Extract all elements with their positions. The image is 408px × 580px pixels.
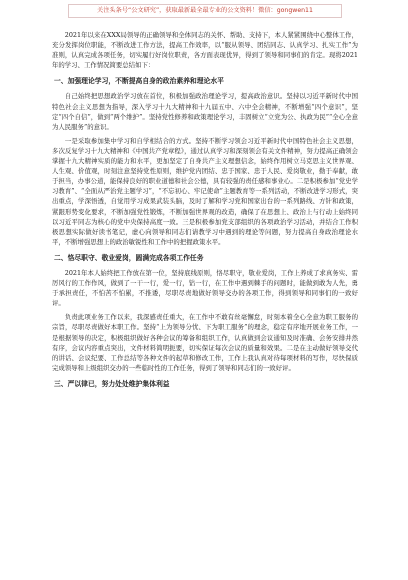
body-paragraph: 负责此项业务工作以来，我深感责任重大，在工作中不敢有丝毫懈怠，时刻本着全心全意为职工服务的宗旨，尽职尽责做好本职工作。坚持“上为领导分忧、下为职工服务”的理念，稳定有序地开展业务工作，一是根据领导的决定，积极组织做好各种会议的筹备和组织工作，认真做到会议通知及时准确、会务安排井然有序，会议内容重点突出，文件材料简明扼要，切实保证每次会议的质量和效果。二是在主动做好领导交代的讲话、会议纪要、工作总结等各种文件的起草和修改工作，工作上我认真对待每项材料的写作，尽快保质完成领导和上级组织交办的一些临时性的工作任务，得到了领导和同志们的一致好评。 <box>52 313 358 372</box>
section-heading: 二、恪尽职守、敬业爱岗，圆满完成各项工作任务 <box>54 253 204 262</box>
body-paragraph: 2021年本人始终把工作放在第一位，坚持底线原则，恪尽职守，敬业爱岗，工作上养成了求真务实、雷厉风行的工作作风，做到了一干一行，爱一行，钻一行，在工作中遇到棘手的问题时，能做到敢为人先，勇于承担责任，不怕苦不怕累，不推诿，尽职尽责地做好领导交办的各项工作，得到领导和同事们的一致好评。 <box>52 268 358 308</box>
body-paragraph: 一是采取参加集中学习和自学相结合的方式。坚持不断学习领会习近平新时代中国特色社会主义思想，多次反复学习十九大精神和《中国共产党章程》，通过认真学习和深刻领会有关文件精神，努力提高正确领会掌握十九大精神实质的能力和水平，更加坚定了自身共产主义理想信念，始终作用树立马克思主义世界观、人生观、价值观，时刻注意坚持党性原则，维护党内团结、忠于国家、忠于人民、爱岗敬业，勤于奉献，敢于担当，办事公道，能保持良好的职业道德和社会公德，具有较强的责任感和事业心。二是积极参加“党史学习教育”、“全面从严治党主题学习”，“不忘初心、牢记使命”主题教育等一系列活动，不断改进学习形式，突出重点，学深悟透，自觉用学习成果武装头脑，及时了解和学习党和国家出台的一系列路线、方针和政策，紧跟形势变化要求，不断加强党性锻炼，不断加强世界观的改造，确保了在思想上、政治上与行动上始终同以习近平同志为核心的党中央保持高度一致。三是积极参加党支部组织的各项政治学习活动，并结合工作积极思想实际做好读书笔记，虚心向领导和同志们请教学习中遇到的理论等问题，努力提高自身政治理论水平，不断增强思想上的政治敏锐性和工作中的把握政策水平。 <box>52 136 358 246</box>
body-paragraph: 自己始终把思想政治学习放在首位，积极加强政治理论学习，提高政治意识。坚持以习近平新时代中国特色社会主义思想为指导，深入学习十九大精神和十九届五中、六中全会精神，不断增强“四个意识”，坚定“四个自信”，做到“两个维护”。坚持党性修养和政策理论学习，丰固树立“立党为公、执政为民”“全心全意为人民服务”的意识。 <box>52 92 358 131</box>
section-heading: 三、严以律已，努力处处维护集体利益 <box>54 379 170 388</box>
section-heading: 一、加强理论学习，不断提高自身的政治素养和理论水平 <box>54 77 224 86</box>
document-body <box>52 30 358 394</box>
promo-banner: 关注头条号“公文研究”，获取最新最全最专业的公文资料！微信：gongwen11 <box>68 4 342 18</box>
body-paragraph: 2021年以来在XXX局领导的正确领导和全体同志的关怀、帮助、支持下，本人紧紧围绕中心整体工作，充分发挥岗位职能，不断改进工作方法，提高工作效率，以“服从领导、团结同志、认真学习、扎实工作”为准则，认真完成各项任务，切实履行好岗位职责，各方面表现优异，得到了领导和同事们的肯定。现将2021年的学习、工作情况简要总结如下： <box>52 31 358 70</box>
